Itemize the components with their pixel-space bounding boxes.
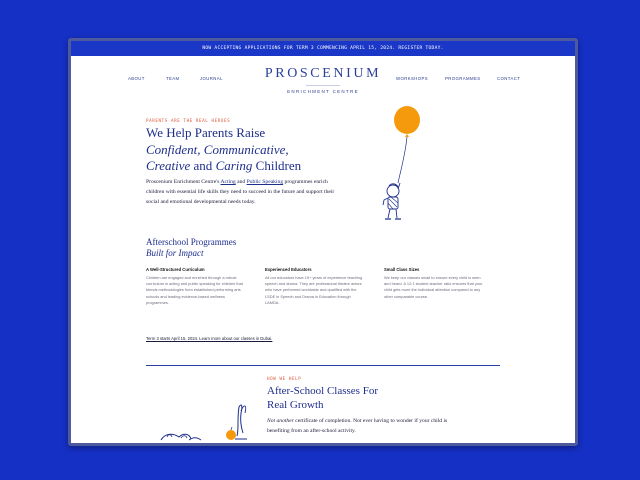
hero-heading: [146, 125, 301, 175]
feature-title: Small Class Sizes: [384, 267, 420, 272]
rabbit-illustration: [159, 393, 249, 443]
nav-about[interactable]: ABOUT: [128, 76, 145, 81]
how-heading: After-School Classes For Real Growth: [267, 385, 378, 411]
hero-heading-line-3: Creative and Caring Children: [146, 158, 302, 173]
hero-heading-line-2: Confident, Communicative,: [146, 141, 289, 157]
public-speaking-link[interactable]: Public Speaking: [246, 179, 284, 185]
announcement-bar[interactable]: NOW ACCEPTING APPLICATIONS FOR TERM 3 COMMENCING APRIL 15, 2024. REGISTER TODAY.: [71, 41, 575, 56]
hero-eyebrow: PARENTS ARE THE REAL HEROES: [146, 118, 231, 123]
nav-programmes[interactable]: PROGRAMMES: [445, 76, 481, 81]
hero-body-text: Proscenium Enrichment Centre's Acting and Public Speaking programmes enrich children with essential life skills they need to succeed in the future and support their social and emotional developmental needs today.: [146, 179, 335, 205]
afterschool-heading: Afterschool Programmes Built for Impact: [146, 237, 237, 258]
how-body-text: Not another certificate of completion. Not ever having to wonder if your child is benefiting from an after-school activity.: [267, 418, 448, 434]
term-info-link[interactable]: Term 3 starts April 15, 2024. Learn more about our classes in Dubai.: [146, 336, 273, 341]
how-eyebrow: HOW WE HELP: [267, 376, 302, 381]
balloon-boy-illustration: [371, 101, 431, 223]
brand-divider: [306, 85, 340, 86]
feature-class-sizes: [384, 267, 484, 300]
brand-title: PROSCENIUM: [264, 66, 382, 81]
site-header: [71, 56, 575, 102]
browser-window: [68, 38, 578, 446]
feature-educators: [265, 267, 365, 306]
nav-journal[interactable]: JOURNAL: [200, 76, 223, 81]
acting-link[interactable]: Acting: [220, 179, 236, 185]
feature-text: All our educators have 15+ years of experience teaching speech and drama. They are professional theatre actors who have performed worldwide and qualified with the LSDE in Speech and Drama in Education through LAMDA.: [265, 275, 363, 305]
nav-workshops[interactable]: WORKSHOPS: [396, 76, 429, 81]
nav-contact[interactable]: CONTACT: [497, 76, 521, 81]
hero-heading-line-1: We Help Parents Raise: [146, 125, 266, 140]
section-divider: [146, 365, 500, 366]
feature-title: A Well-Structured Curriculum: [146, 267, 205, 272]
feature-text: Children are engaged and enriched through a robust curriculum in acting and public speaking for children that blends methodologies from established performing arts schools and leading evidence-based wellness programmes.: [146, 275, 243, 305]
brand-subtitle: ENRICHMENT CENTRE: [287, 89, 359, 94]
feature-text: We keep our classes small to ensure every child is seen and heard. A 12:1 student-teacher ratio ensures that your child gets more the individual attention compared to any other comparable course.: [384, 275, 483, 299]
feature-title: Experienced Educators: [265, 267, 312, 272]
feature-curriculum: [146, 267, 246, 306]
nav-team[interactable]: TEAM: [166, 76, 180, 81]
